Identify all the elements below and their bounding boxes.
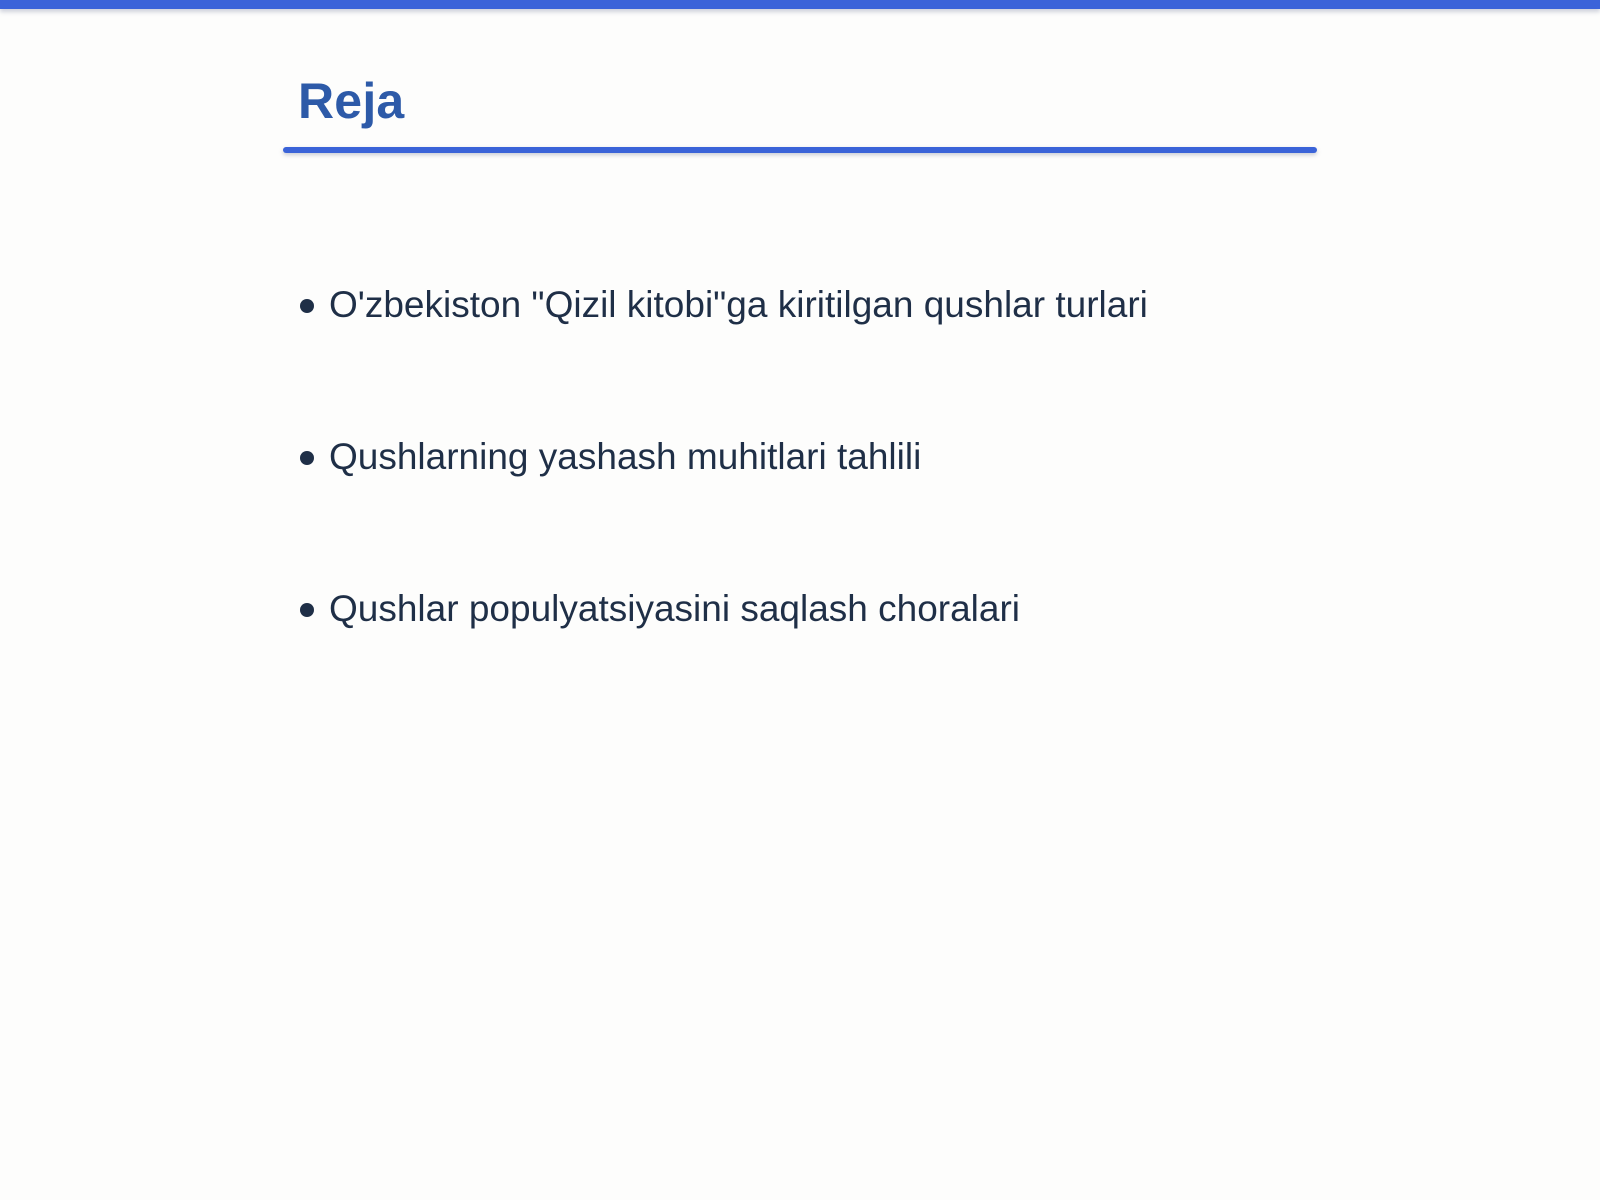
bullet-dot-icon xyxy=(300,603,314,617)
top-accent-bar xyxy=(0,0,1600,9)
bullet-item xyxy=(300,422,1148,574)
bullet-item xyxy=(300,270,1148,422)
title-underline xyxy=(283,147,1317,153)
bullet-list xyxy=(300,270,1148,726)
bullet-dot-icon xyxy=(300,299,314,313)
bullet-text: Qushlar populyatsiyasini saqlash choralari xyxy=(329,588,1021,629)
bullet-text: Qushlarning yashash muhitlari tahlili xyxy=(329,436,922,477)
bullet-text: O'zbekiston "Qizil kitobi"ga kiritilgan qushlar turlari xyxy=(329,284,1148,325)
slide-title: Reja xyxy=(298,73,405,129)
bullet-item xyxy=(300,574,1148,726)
bullet-dot-icon xyxy=(300,451,314,465)
